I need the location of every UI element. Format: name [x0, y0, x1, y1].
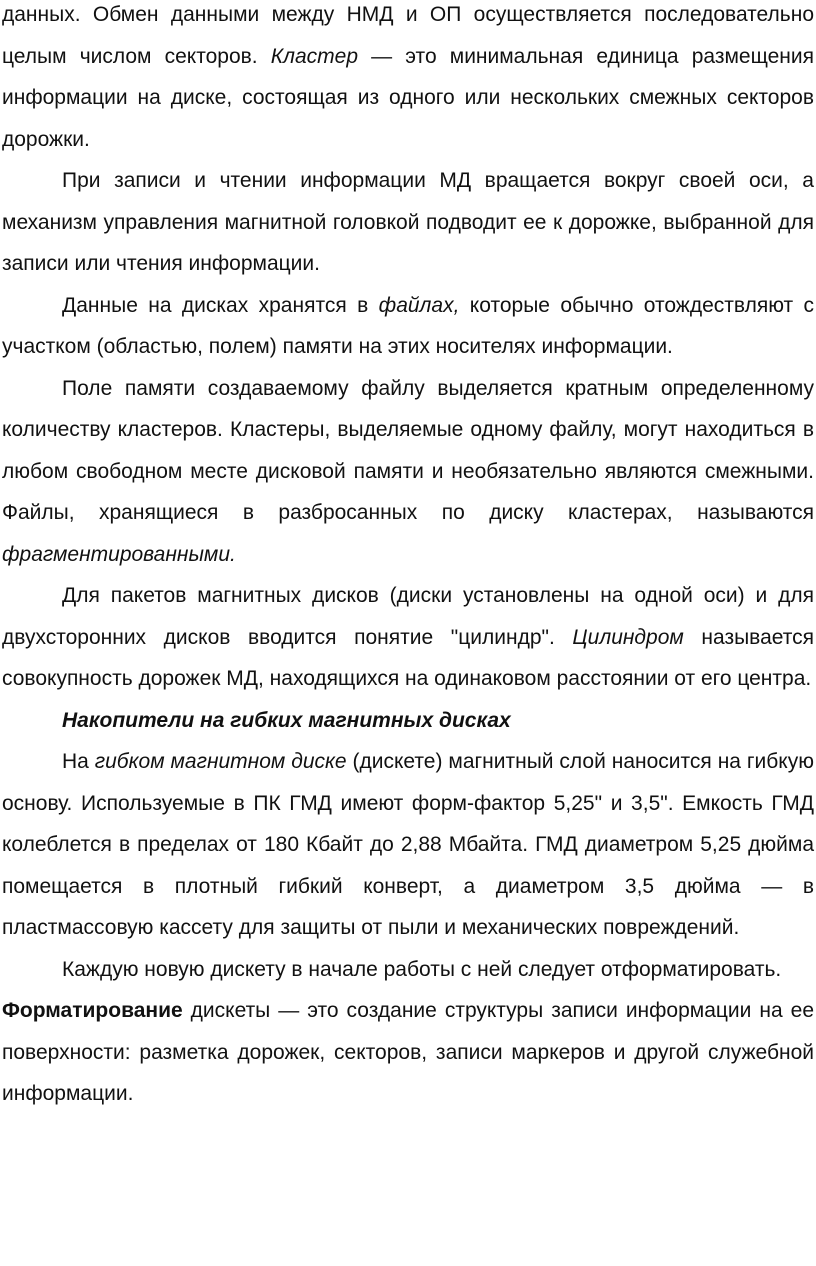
paragraph-text: Для пакетов магнитных дисков (диски установлены на одной оси) и для двухсторонних дисков вводится понятие "цилиндр". — [2, 584, 814, 649]
italic-term: Цилиндром — [572, 625, 684, 649]
italic-term: фрагментированными. — [2, 542, 236, 566]
paragraph-text: Накопители на гибких магнитных дисках — [62, 708, 511, 732]
paragraph — [2, 160, 814, 285]
paragraph-text: Поле памяти создаваемому файлу выделяется кратным определенному количеству кластеров. Кластеры, выделяемые одному файлу, могут находиться в любом свободном месте дисковой памяти и необязательно являются смежными. Файлы, хранящиеся в разбросанных по диску кластерах, называются — [2, 376, 814, 524]
paragraph-text: дискеты — это создание структуры записи информации на ее поверхности: разметка дорожек, секторов, записи маркеров и другой служебной информации. — [2, 999, 814, 1105]
paragraph-text: При записи и чтении информации МД вращается вокруг своей оси, а механизм управления магнитной головкой подводит ее к дорожке, выбранной для записи или чтения информации. — [2, 169, 814, 275]
italic-term: Кластер — [270, 44, 359, 68]
paragraph-text: — это минимальная единица размещения информации на диске, состоящая из одного или нескольких смежных секторов дорожки. — [2, 44, 815, 151]
paragraph — [2, 368, 814, 576]
paragraph-text: которые обычно отождествляют с участком (областью, полем) памяти на этих носителях информации. — [2, 293, 815, 358]
paragraph — [2, 741, 814, 949]
section-heading — [2, 700, 814, 742]
paragraph-text: (дискете) магнитный слой наносится на гибкую основу. Используемые в ПК ГМД имеют форм-фактор 5,25" и 3,5". Емкость ГМД колеблется в пределах от 180 Кбайт до 2,88 Мбайта. ГМД диаметром 5,25 дюйма помещается в плотный гибкий конверт, а диаметром 3,5 дюйма — в пластмассовую кассету для защиты от пыли и механических повреждений. — [2, 750, 814, 939]
paragraph-text: данных. Обмен данными между НМД и ОП осуществляется последовательно целым числом секторов. — [2, 3, 814, 68]
document-body — [2, 0, 814, 1115]
paragraph — [2, 575, 814, 700]
paragraph-text: Каждую новую дискету в начале работы с ней следует отформатировать. — [62, 957, 782, 981]
paragraph — [2, 990, 814, 1115]
paragraph — [2, 0, 814, 160]
italic-term: гибком магнитном диске — [94, 750, 347, 773]
italic-term: файлах, — [378, 293, 460, 317]
paragraph — [2, 285, 814, 368]
paragraph-text: На — [62, 750, 95, 773]
paragraph-text: Данные на дисках хранятся в — [62, 293, 379, 317]
bold-term: Форматирование — [2, 999, 183, 1022]
paragraph — [2, 949, 814, 991]
paragraph-text: называется совокупность дорожек МД, находящихся на одинаковом расстоянии от его центра. — [2, 625, 814, 690]
